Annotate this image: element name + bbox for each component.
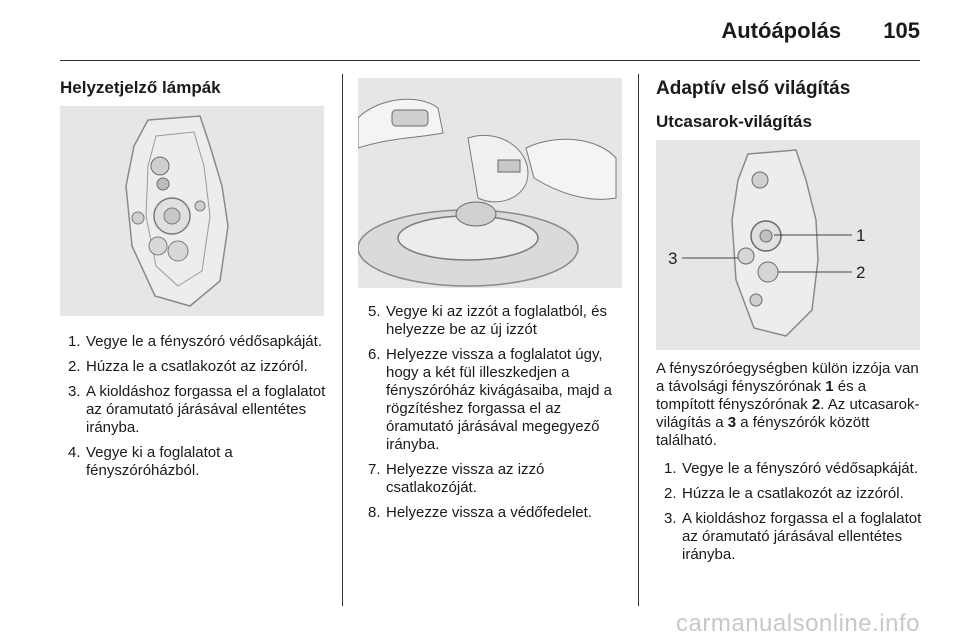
section-heading-position-lamps: Helyzetjelző lámpák [60,78,221,97]
page-title: Autóápolás [721,18,842,43]
bulb-socket-illustration [358,78,622,288]
list-item: 7. Helyezze vissza az izzó csatlakozóját. [368,461,545,496]
column-divider-left [342,74,343,606]
section-heading-adaptive-lighting: Adaptív első világítás [656,78,851,99]
left-steps-list [60,333,335,480]
callout-label-2: 2 [856,263,866,282]
callout-label-3: 3 [668,249,678,268]
column-divider-right [638,74,639,606]
page-number: 105 [883,18,920,43]
list-item: 2. Húzza le a csatlakozót az izzóról. [68,358,308,375]
headlamp-callout-illustration [656,140,920,350]
watermark: carmanualsonline.info [676,610,920,637]
list-item: 3. A kioldáshoz forgassa el a foglalatot az óramutató járásával ellentétes irányba. [664,510,922,563]
cornering-light-description: A fényszóróegységben külön izzója van a távolsági fényszórónak 1 és a tompított fényszórónak 2. Az utcasarok-világítás a 3 a fényszórók között található. [656,360,920,449]
right-steps-list [656,460,926,564]
list-item: 2. Húzza le a csatlakozót az izzóról. [664,485,904,502]
page-header [721,18,920,44]
headlamp-housing-illustration [60,106,324,316]
callout-label-1: 1 [856,226,866,245]
figure-rear-light-housing [60,106,324,316]
subsection-heading-cornering-light: Utcasarok-világítás [656,112,812,131]
right-column-headings [656,78,926,132]
list-item: 5. Vegye ki az izzót a foglalatból, és helyezze be az új izzót [368,303,607,338]
list-item: 1. Vegye le a fényszóró védősapkáját. [664,460,918,477]
list-item: 3. A kioldáshoz forgassa el a foglalatot az óramutató járásával ellentétes irányba. [68,383,326,436]
middle-steps-block [360,303,630,529]
right-text-block [656,360,926,571]
list-item: 8. Helyezze vissza a védőfedelet. [368,504,592,521]
list-item: 6. Helyezze vissza a foglalatot úgy, hogy a két fül illeszkedjen a fényszóróház kivágásaiba, majd a rögzítéshez forgassa el az óramutató járásával megegyező irányba. [368,346,612,453]
list-item: 1. Vegye le a fényszóró védősapkáját. [68,333,322,350]
list-item: 4. Vegye ki a foglalatot a fényszóróházból. [68,444,233,479]
left-column [60,78,330,98]
figure-headlamp-callouts [656,140,920,350]
middle-steps-list [360,303,630,522]
header-rule [60,60,920,61]
figure-bulb-replacement [358,78,622,288]
left-steps-block [60,333,335,487]
